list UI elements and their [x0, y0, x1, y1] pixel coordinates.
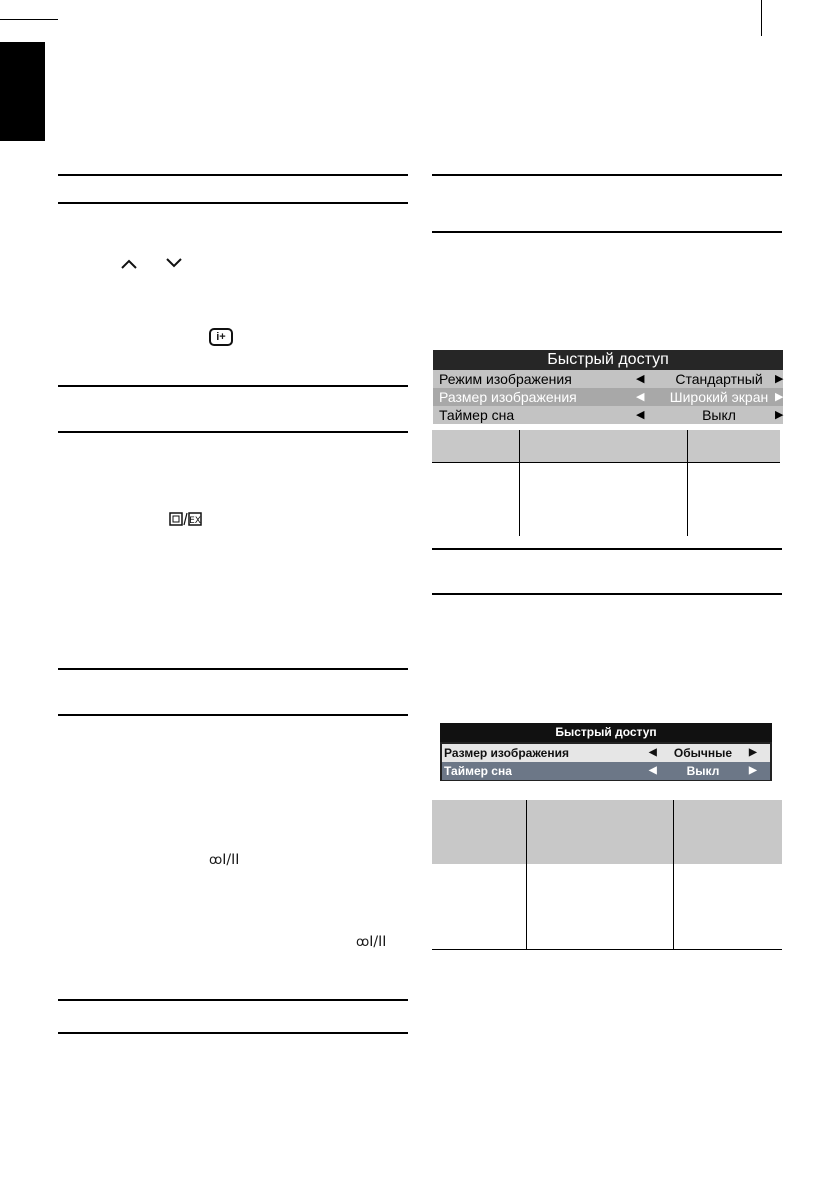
- menu-row-value: Выкл: [702, 407, 736, 423]
- table-header-cell: [674, 800, 783, 864]
- section-rule: [432, 593, 782, 595]
- table-row: [432, 864, 782, 949]
- menu-row-value: Обычные: [673, 746, 733, 760]
- info-table: [432, 430, 780, 536]
- arrow-right-icon[interactable]: ▶: [775, 373, 784, 385]
- table-cell: [432, 462, 520, 536]
- table-header-cell: [688, 430, 781, 462]
- table-row: [432, 462, 780, 536]
- section-rule: [58, 1032, 408, 1034]
- table-header-row: [432, 800, 782, 864]
- table-cell: [520, 462, 688, 536]
- stereo-dual-icon: ꝏI/II: [356, 934, 387, 950]
- arrow-left-icon[interactable]: ◀: [636, 391, 645, 403]
- quick-access-menu: [433, 350, 783, 424]
- stereo-dual-label: I/II: [222, 852, 240, 868]
- table-cell: [432, 864, 527, 949]
- chevron-up-icon: [120, 258, 138, 270]
- menu-row-sleep-timer[interactable]: [433, 406, 783, 424]
- menu-title: Быстрый доступ: [440, 723, 772, 742]
- arrow-left-icon[interactable]: ◀: [649, 747, 657, 758]
- menu-row-value: Выкл: [686, 764, 720, 778]
- info-plus-icon: [209, 328, 233, 346]
- menu-row-value: Стандартный: [675, 371, 763, 387]
- section-rule: [58, 202, 408, 204]
- section-rule: [58, 714, 408, 716]
- table-header-cell: [527, 800, 674, 864]
- section-rule: [58, 999, 408, 1001]
- section-rule: [58, 431, 408, 433]
- arrow-right-icon[interactable]: ▶: [749, 765, 757, 776]
- text-mode-icon: [169, 512, 203, 526]
- arrow-right-icon[interactable]: ▶: [775, 391, 784, 403]
- arrow-left-icon[interactable]: ◀: [636, 373, 645, 385]
- svg-text:EX: EX: [189, 516, 201, 526]
- info-plus-label: i+: [216, 331, 226, 343]
- menu-row-label: Таймер сна: [439, 407, 515, 423]
- section-rule: [58, 668, 408, 670]
- stereo-dual-label: I/II: [369, 934, 387, 950]
- arrow-left-icon[interactable]: ◀: [636, 409, 645, 421]
- table-header-cell: [432, 430, 520, 462]
- table-cell: [688, 462, 781, 536]
- table-header-cell: [432, 800, 527, 864]
- menu-row-label: Режим изображения: [439, 371, 572, 387]
- info-table: [432, 800, 782, 950]
- crop-mark-horizontal: [0, 19, 58, 20]
- section-rule: [432, 174, 782, 176]
- quick-access-menu: [440, 723, 772, 781]
- menu-row-label: Таймер сна: [444, 764, 512, 778]
- stereo-dual-icon: ꝏI/II: [209, 852, 240, 868]
- chevron-down-icon: [165, 257, 183, 269]
- menu-title: Быстрый доступ: [433, 350, 783, 370]
- menu-row-picture-size[interactable]: [442, 744, 770, 762]
- arrow-right-icon[interactable]: ▶: [775, 409, 784, 421]
- menu-row-label: Размер изображения: [444, 746, 569, 760]
- table-cell: [674, 864, 783, 949]
- section-rule: [432, 548, 782, 550]
- arrow-left-icon[interactable]: ◀: [649, 765, 657, 776]
- section-rule: [58, 174, 408, 176]
- section-rule: [432, 231, 782, 233]
- language-tab: [0, 42, 45, 141]
- table-header-cell: [520, 430, 688, 462]
- menu-row-sleep-timer[interactable]: [442, 762, 770, 780]
- menu-row-picture-mode[interactable]: [433, 370, 783, 388]
- table-cell: [527, 864, 674, 949]
- table-header-row: [432, 430, 780, 462]
- section-rule: [58, 385, 408, 387]
- arrow-right-icon[interactable]: ▶: [749, 747, 757, 758]
- crop-mark-vertical: [761, 0, 762, 36]
- menu-row-value: Широкий экран: [669, 389, 769, 405]
- menu-row-label: Размер изображения: [439, 389, 577, 405]
- menu-row-picture-size[interactable]: [433, 388, 783, 406]
